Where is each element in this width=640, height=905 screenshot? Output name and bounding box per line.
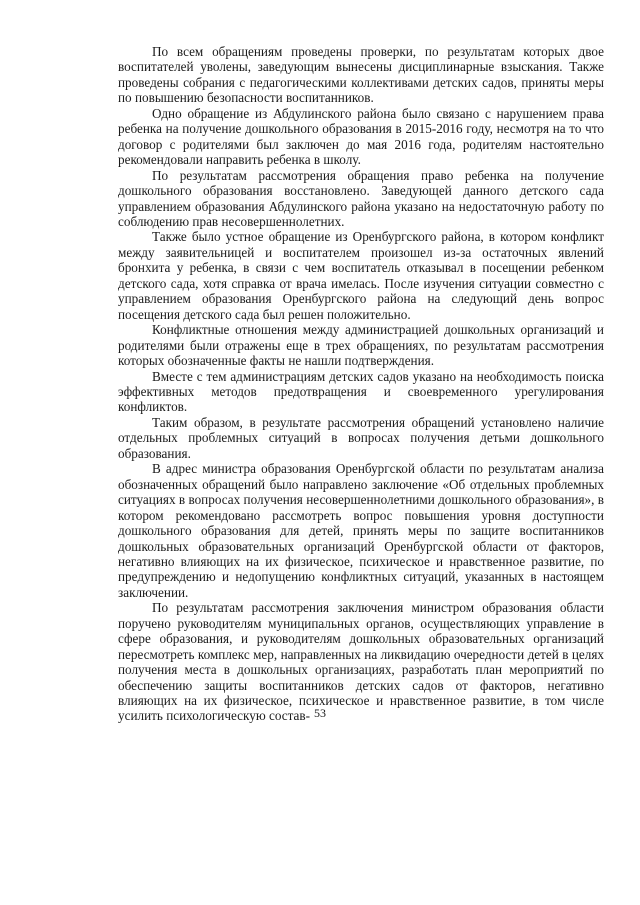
paragraph-7: Таким образом, в результате рассмотрения обращений установлено наличие отдельных проблемных ситуаций в вопросах получения детьми дошкольного образования. xyxy=(118,414,604,461)
paragraph-4: Также было устное обращение из Оренбургского района, в котором конфликт между заявительницей и воспитателем произошел из-за остаточных явлений бронхита у ребенка, в связи с чем воспитатель отказывал в посещении ребенком детского сада, хотя справка от врача имелась. После изучения ситуации совместно с управлением образования Оренбургского района на следующий день вопрос посещения детского сада был решен положительно. xyxy=(118,229,604,322)
body-text xyxy=(118,44,604,724)
paragraph-6: Вместе с тем администрациям детских садов указано на необходимость поиска эффективных методов предотвращения и своевременного урегулирования конфликтов. xyxy=(118,368,604,415)
page-number: 53 xyxy=(314,706,326,720)
paragraph-3: По результатам рассмотрения обращения право ребенка на получение дошкольного образования восстановлено. Заведующей данного детского сада управлением образования Абдулинского района указано на недостаточную работу по соблюдению прав несовершеннолетних. xyxy=(118,167,604,229)
paragraph-2: Одно обращение из Абдулинского района было связано с нарушением права ребенка на получение дошкольного образования в 2015-2016 году, несмотря на то что договор с родителями был заключен до мая 2016 года, родителям настоятельно рекомендовали направить ребенка в школу. xyxy=(118,105,604,168)
paragraph-8: В адрес министра образования Оренбургской области по результатам анализа обозначенных обращений было направлено заключение «Об отдельных проблемных ситуациях в вопросах получения несовершеннолетними дошкольного образования», в котором рекомендовано рассмотреть вопрос повышения уровня доступности дошкольного образования для детей, принять меры по защите воспитанников дошкольных образовательных организаций Оренбургской области от факторов, негативно влияющих на их физическое, психическое и нравственное развитие, по предупреждению и недопущению конфликтных ситуаций, указанных в настоящем заключении. xyxy=(118,461,604,600)
paragraph-5: Конфликтные отношения между администрацией дошкольных организаций и родителями были отражены еще в трех обращениях, по результатам рассмотрения которых обозначенные факты не нашли подтверждения. xyxy=(118,322,604,369)
paragraph-9: По результатам рассмотрения заключения министром образования области поручено руководителям муниципальных органов, осуществляющих управление в сфере образования, и руководителям дошкольных образовательных организаций пересмотреть комплекс мер, направленных на ликвидацию очередности детей в целях получения места в дошкольных организациях, разработать план мероприятий по обеспечению защиты воспитанников детских садов от факторов, негативно влияющих на их физическое, психическое и нравственное развитие, в том числе усилить психологическую состав- xyxy=(118,600,604,724)
paragraph-1: По всем обращениям проведены проверки, по результатам которых двое воспитателей уволены, заведующим вынесены дисциплинарные взыскания. Также проведены собрания с педагогическими коллективами детских садов, приняты меры по повышению безопасности воспитанников. xyxy=(118,44,604,106)
